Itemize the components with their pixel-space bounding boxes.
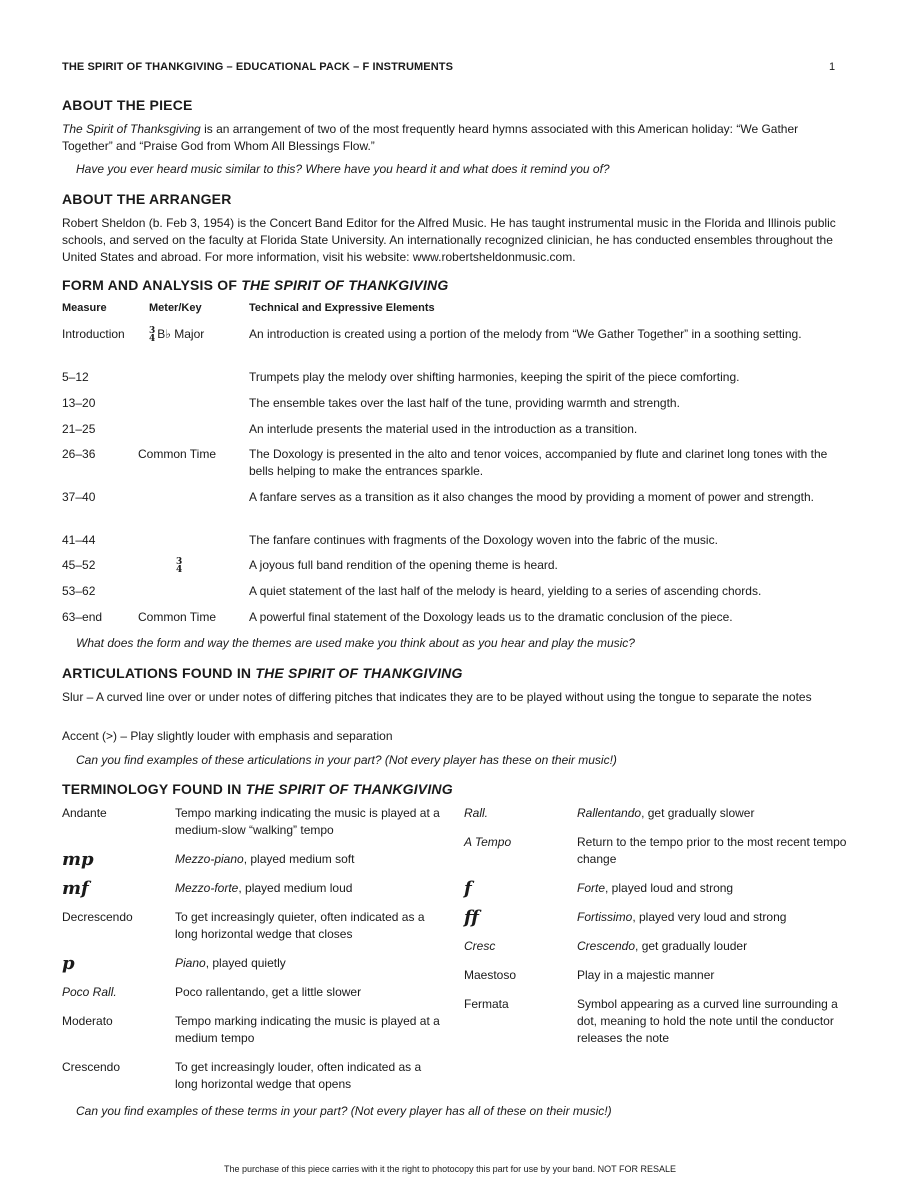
form-heading [62,277,448,293]
form-measure: 45–52 [62,558,96,572]
articulations-heading-title: THE SPIRIT OF THANKGIVING [255,665,463,681]
term-definition-text: Symbol appearing as a curved line surrounding a dot, meaning to hold the note until the conductor releases the note [577,997,838,1045]
form-measure: Introduction [62,327,125,341]
term-definition-text: , played medium loud [238,881,353,895]
running-title: THE SPIRIT OF THANKGIVING – EDUCATIONAL PACK – F INSTRUMENTS [62,61,454,73]
form-measure: 41–44 [62,533,96,547]
time-signature [149,327,155,343]
term-name: A Tempo [464,835,512,849]
term-definition [175,851,445,868]
term-definition-text: To get increasingly quieter, often indicated as a long horizontal wedge that closes [175,910,425,941]
term-name: Moderato [62,1014,113,1028]
form-description: Trumpets play the melody over shifting harmonies, keeping the spirit of the piece comforting. [249,370,740,384]
terminology-heading-title: THE SPIRIT OF THANKGIVING [245,781,453,797]
term-definition [577,834,847,868]
articulations-heading [62,665,463,681]
form-description: A powerful final statement of the Doxology leads us to the dramatic conclusion of the piece. [249,610,733,624]
term-definition [577,909,847,926]
form-measure: 26–36 [62,447,96,461]
term-definition [175,955,445,972]
form-meter-key [176,557,184,574]
form-description: An interlude presents the material used in the introduction as a transition. [249,422,638,436]
form-key: B♭ Major [157,327,205,341]
term-name: Andante [62,806,107,820]
term-definition [577,880,847,897]
form-meter-key [138,609,216,626]
form-description: An introduction is created using a portion of the melody from “We Gather Together” in a soothing setting. [249,327,802,341]
articulations-heading-prefix: ARTICULATIONS FOUND IN [62,665,256,681]
form-description: The Doxology is presented in the alto and tenor voices, accompanied by flute and clarinet long tones with the bells helping to make the entrances sparkle. [249,447,828,478]
about-piece-question: Have you ever heard music similar to this? Where have you heard it and what does it remind you of? [76,162,610,176]
about-piece-text: is an arrangement of two of the most frequently heard hymns associated with this American holiday: “We Gather Together” and “Praise God from Whom All Blessings Flow.” [62,122,799,153]
time-signature-top: 3 [176,556,183,567]
term-name: p [62,953,75,974]
form-measure: 5–12 [62,370,89,384]
column-meter-key: Meter/Key [149,302,202,314]
term-name: Rall. [464,806,489,820]
term-name: mf [62,878,89,899]
articulations-question: Can you find examples of these articulations in your part? (Not every player has these on their music!) [76,753,617,767]
about-piece-body [62,121,842,155]
about-piece-heading: ABOUT THE PIECE [62,97,193,113]
time-signature-bottom: 4 [149,333,156,344]
term-definition-italic: Piano [175,956,206,970]
time-signature [176,558,182,574]
term-definition-italic: Mezzo-piano [175,852,244,866]
term-name: Fermata [464,997,509,1011]
articulation-accent: Accent (>) – Play slightly louder with emphasis and separation [62,729,393,743]
form-description: The fanfare continues with fragments of the Doxology woven into the fabric of the music. [249,533,718,547]
about-arranger-heading: ABOUT THE ARRANGER [62,191,232,207]
form-heading-title: THE SPIRIT OF THANKGIVING [241,277,449,293]
form-description: A fanfare serves as a transition as it also changes the mood by providing a moment of power and strength. [249,490,814,504]
terminology-question: Can you find examples of these terms in your part? (Not every player has all of these on their music!) [76,1104,612,1118]
term-definition [175,1059,445,1093]
form-description: A joyous full band rendition of the opening theme is heard. [249,558,558,572]
term-definition [175,909,445,943]
term-definition-text: , played medium soft [243,852,355,866]
term-definition [577,938,847,955]
form-key: Common Time [138,447,217,461]
form-description: The ensemble takes over the last half of the tune, providing warmth and strength. [249,396,680,410]
term-name: Maestoso [464,968,517,982]
term-definition-text: Tempo marking indicating the music is played at a medium tempo [175,1014,440,1045]
term-definition-text: Tempo marking indicating the music is played at a medium-slow “walking” tempo [175,806,440,837]
term-definition-text: Return to the tempo prior to the most recent tempo change [577,835,847,866]
column-elements: Technical and Expressive Elements [249,302,435,314]
terminology-heading [62,781,453,797]
term-definition [175,805,445,839]
term-definition [175,984,445,1001]
term-definition-text: Play in a majestic manner [577,968,715,982]
term-name: Cresc [464,939,496,953]
term-definition-text: , get gradually slower [641,806,755,820]
time-signature-bottom: 4 [176,564,183,575]
page-number: 1 [829,61,836,73]
form-measure: 53–62 [62,584,96,598]
form-description: A quiet statement of the last half of the melody is heard, yielding to a series of ascending chords. [249,584,762,598]
form-measure: 21–25 [62,422,96,436]
term-definition-italic: Rallentando [577,806,642,820]
form-measure: 37–40 [62,490,96,504]
term-name: ff [464,907,479,928]
term-name: Crescendo [62,1060,121,1074]
term-name: Decrescendo [62,910,133,924]
form-measure: 13–20 [62,396,96,410]
form-meter-key [138,446,216,463]
term-definition-text: , played quietly [205,956,286,970]
term-definition-italic: Fortissimo [577,910,633,924]
term-definition [577,805,847,822]
term-definition-italic: Crescendo [577,939,636,953]
term-definition-italic: Mezzo-forte [175,881,239,895]
term-definition-text: , get gradually louder [635,939,748,953]
about-arranger-body: Robert Sheldon (b. Feb 3, 1954) is the Concert Band Editor for the Alfred Music. He has taught instrumental music in the Florida and Illinois public schools, and served on the faculty at Florida State University. An internationally recognized clinician, he has conducted ensembles throughout the United States and abroad. For more information, visit his website: www.robertsheldonmusic.com. [62,216,836,264]
form-meter-key [149,326,204,343]
term-definition [577,996,847,1047]
form-heading-prefix: FORM AND ANALYSIS OF [62,277,242,293]
terminology-heading-prefix: TERMINOLOGY FOUND IN [62,781,246,797]
time-signature-top: 3 [149,325,156,336]
term-definition-text: Poco rallentando, get a little slower [175,985,362,999]
term-definition-text: , played loud and strong [605,881,734,895]
piece-title: The Spirit of Thanksgiving [62,122,201,136]
footer-notice: The purchase of this piece carries with it the right to photocopy this part for use by your band. NOT FOR RESALE [223,1164,677,1174]
form-question: What does the form and way the themes are used make you think about as you hear and play the music? [76,636,635,650]
articulation-slur: Slur – A curved line over or under notes of differing pitches that indicates they are to be played without using the tongue to separate the notes [62,690,812,704]
form-measure: 63–end [62,610,103,624]
term-definition-text: To get increasingly louder, often indicated as a long horizontal wedge that opens [175,1060,422,1091]
term-definition [577,967,847,984]
form-key: Common Time [138,610,217,624]
term-definition [175,880,445,897]
term-definition-italic: Forte [577,881,606,895]
term-name: Poco Rall. [62,985,117,999]
term-definition-text: , played very loud and strong [632,910,787,924]
column-measure: Measure [62,302,107,314]
term-name: f [464,878,472,899]
term-definition [175,1013,445,1047]
term-name: mp [62,849,94,870]
